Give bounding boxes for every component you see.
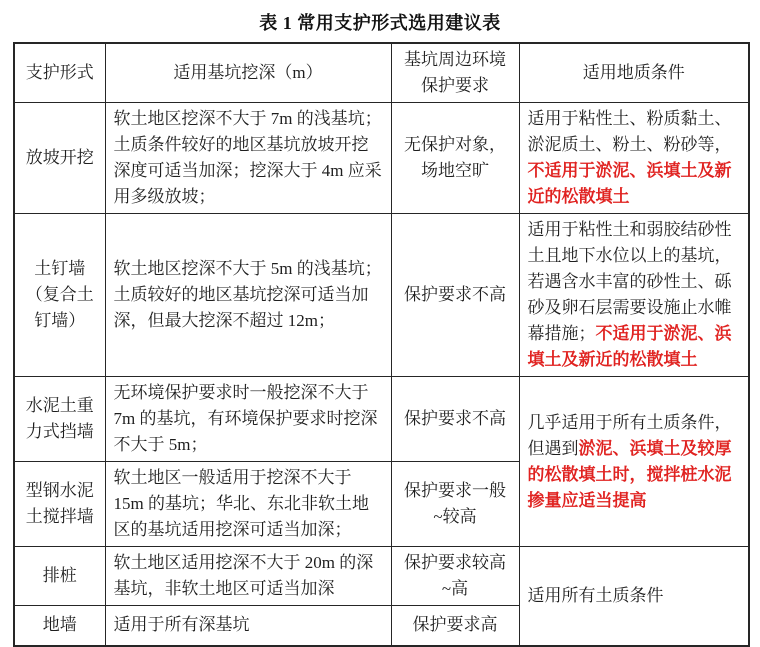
header-cell-excavation-depth: 适用基坑挖深（m） bbox=[105, 43, 391, 103]
form-cell: 排桩 bbox=[14, 547, 105, 606]
table-header-row bbox=[14, 43, 749, 103]
table-row bbox=[14, 377, 749, 462]
support-form-table bbox=[13, 42, 750, 647]
table-row bbox=[14, 214, 749, 377]
page-title: 表 1 常用支护形式选用建议表 bbox=[259, 13, 501, 33]
protection-cell: 保护要求不高 bbox=[391, 214, 519, 377]
form-cell: 土钉墙（复合土钉墙） bbox=[14, 214, 105, 377]
header-cell-geology-condition: 适用地质条件 bbox=[519, 43, 749, 103]
depth-cell: 软土地区一般适用于挖深不大于 15m 的基坑；华北、东北非软土地区的基坑适用挖深可适当加深； bbox=[105, 462, 391, 547]
geology-warning-text: 不适用于淤泥、浜填土及新近的松散填土 bbox=[527, 161, 732, 206]
header-cell-support-form: 支护形式 bbox=[14, 43, 105, 103]
depth-cell: 无环境保护要求时一般挖深不大于 7m 的基坑，有环境保护要求时挖深不大于 5m； bbox=[105, 377, 391, 462]
depth-cell: 软土地区挖深不大于 5m 的浅基坑；土质较好的地区基坑挖深可适当加深，但最大挖深不超过 12m； bbox=[105, 214, 391, 377]
form-cell: 型钢水泥土搅拌墙 bbox=[14, 462, 105, 547]
depth-cell: 软土地区挖深不大于 7m 的浅基坑；土质条件较好的地区基坑放坡开挖深度可适当加深；挖深大于 4m 应采用多级放坡； bbox=[105, 103, 391, 214]
geology-warning-text: 淤泥、浜填土及较厚的松散填土时，搅拌桩水泥掺量应适当提高 bbox=[527, 438, 732, 510]
geology-text: 几乎适用于所有土质条件，但遇到 bbox=[527, 412, 732, 458]
protection-cell: 保护要求不高 bbox=[391, 377, 519, 462]
geology-cell bbox=[519, 103, 749, 214]
table-row bbox=[14, 103, 749, 214]
form-cell: 地墙 bbox=[14, 606, 105, 646]
geology-cell-merged bbox=[519, 377, 749, 547]
geology-cell bbox=[519, 214, 749, 377]
protection-cell: 保护要求一般~较高 bbox=[391, 462, 519, 547]
geology-cell-merged bbox=[519, 547, 749, 646]
form-cell: 水泥土重力式挡墙 bbox=[14, 377, 105, 462]
geology-text: 适用于粘性土、粉质黏土、淤泥质土、粉土、粉砂等， bbox=[527, 109, 732, 154]
table-row bbox=[14, 547, 749, 606]
depth-cell: 适用于所有深基坑 bbox=[105, 606, 391, 646]
geology-text: 适用所有土质条件 bbox=[527, 585, 664, 605]
protection-cell: 保护要求较高~高 bbox=[391, 547, 519, 606]
geology-text: 适用于粘性土和弱胶结砂性土且地下水位以上的基坑，若遇含水丰富的砂性土、砾砂及卵石层需要设施止水帷幕措施； bbox=[527, 220, 732, 343]
depth-cell: 软土地区适用挖深不大于 20m 的深基坑，非软土地区可适当加深 bbox=[105, 547, 391, 606]
protection-cell: 无保护对象，场地空旷 bbox=[391, 103, 519, 214]
form-cell: 放坡开挖 bbox=[14, 103, 105, 214]
protection-cell: 保护要求高 bbox=[391, 606, 519, 646]
geology-warning-text: 不适用于淤泥、浜填土及新近的松散填土 bbox=[527, 324, 732, 369]
header-cell-environment-protection: 基坑周边环境保护要求 bbox=[391, 43, 519, 103]
